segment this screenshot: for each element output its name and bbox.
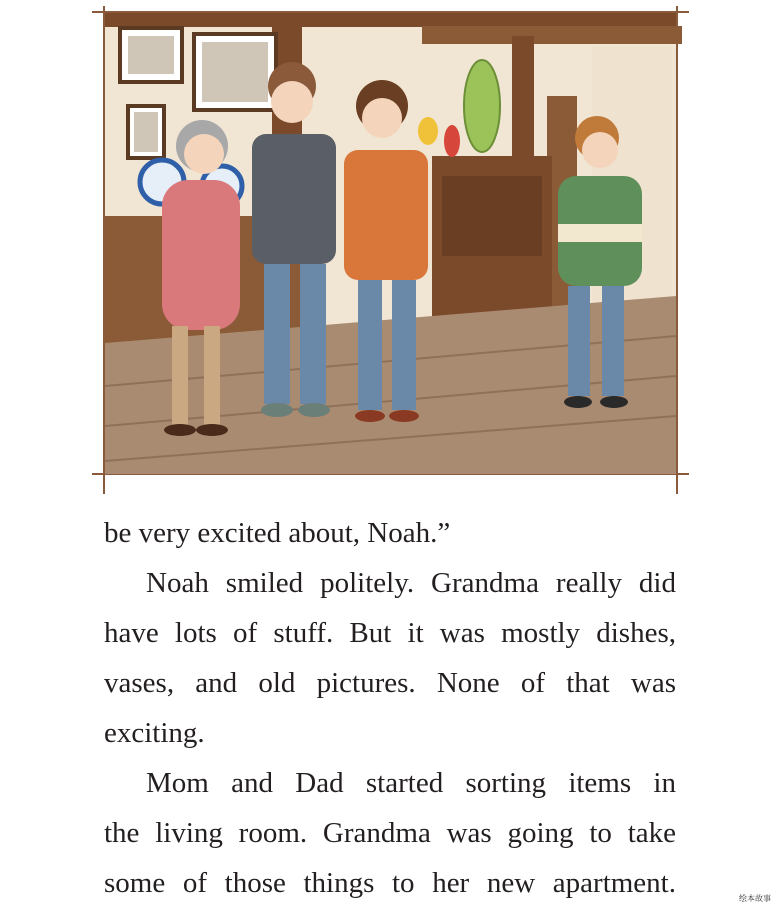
story-line: have lots of stuff. But it was mostly dishes, [104, 617, 676, 649]
picture-1-content [128, 36, 174, 74]
story-illustration [92, 6, 689, 494]
picture-2-content [202, 42, 268, 102]
yellow-vase [418, 117, 438, 145]
watermark: 绘本故事 [739, 894, 771, 903]
story-line: the living room. Grandma was going to take [104, 817, 676, 849]
red-vase [444, 125, 460, 157]
ceiling-beam [105, 13, 676, 27]
story-line: be very excited about, Noah.” [104, 517, 451, 549]
ceiling-beam-right [422, 26, 682, 44]
story-text [104, 508, 676, 908]
cabinet-panel [442, 176, 542, 256]
story-line: some of those things to her new apartment. [104, 867, 676, 899]
story-line: Noah smiled politely. Grandma really did [146, 567, 676, 599]
story-line: vases, and old pictures. None of that was [104, 667, 676, 699]
picture-3-content [134, 112, 158, 152]
story-line: exciting. [104, 717, 205, 749]
green-vase [464, 60, 500, 152]
story-line: Mom and Dad started sorting items in [146, 767, 676, 799]
